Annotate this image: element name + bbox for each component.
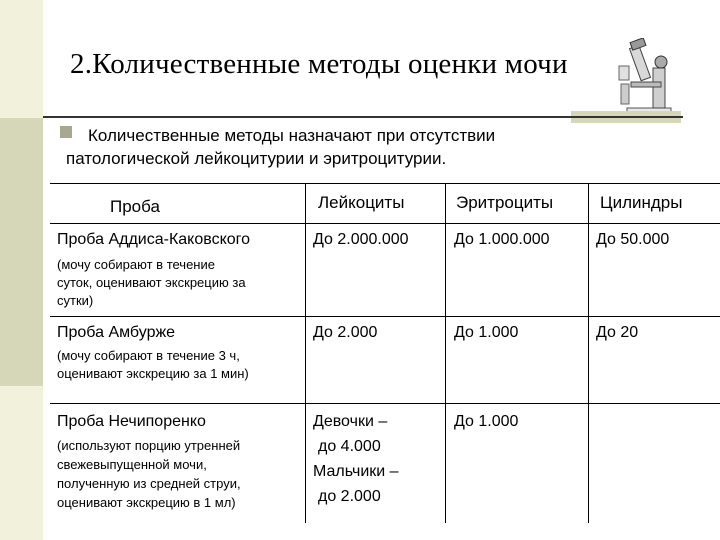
bullet-line-1: Количественные методы назначают при отсутствии — [88, 126, 496, 145]
table-row-divider — [50, 316, 720, 317]
slide-title: 2.Количественные методы оценки мочи — [70, 48, 568, 80]
row1-cylinders: До 50.000 — [596, 231, 670, 248]
row1-note-line: суток, оценивают экскрецию за — [57, 275, 246, 290]
table-column-divider — [445, 183, 446, 523]
row1-note-line: (мочу собирают в течение — [57, 257, 215, 272]
row2-erythrocytes: До 1.000 — [454, 324, 519, 341]
row2-leukocytes: До 2.000 — [313, 324, 378, 341]
bullet-paragraph — [66, 124, 666, 170]
row2-name: Проба Амбурже — [57, 324, 176, 341]
row3-leukocytes-line: до 4.000 — [318, 438, 381, 455]
row3-leukocytes-line: Девочки – — [313, 413, 388, 430]
row3-note-line: свежевыпущенной мочи, — [57, 457, 207, 472]
row3-name: Проба Нечипоренко — [57, 413, 206, 430]
table-border-top — [50, 183, 720, 184]
row1-note-line: сутки) — [57, 293, 94, 308]
row3-erythrocytes: До 1.000 — [454, 413, 519, 430]
table-row-divider — [50, 223, 720, 224]
left-decor-accent — [0, 118, 43, 386]
table-column-divider — [588, 183, 589, 523]
header-erythrocytes: Эритроциты — [456, 193, 554, 212]
row2-note-line: оценивают экскрецию за 1 мин) — [57, 366, 249, 381]
table-column-divider — [305, 183, 306, 523]
row2-note-line: (мочу собирают в течение 3 ч, — [57, 348, 240, 363]
row1-leukocytes: До 2.000.000 — [313, 231, 409, 248]
row1-name: Проба Аддиса-Каковского — [57, 231, 251, 248]
header-leukocytes: Лейкоциты — [318, 193, 405, 212]
table-row-divider — [50, 403, 720, 404]
bullet-line-2: патологической лейкоцитурии и эритроцитурии. — [66, 149, 447, 168]
row2-cylinders: До 20 — [596, 324, 639, 341]
row3-note-line: (используют порцию утренней — [57, 438, 241, 453]
header-proba: Проба — [110, 197, 160, 216]
microscope-icon — [617, 38, 677, 118]
row3-leukocytes-line: до 2.000 — [318, 488, 381, 505]
row3-leukocytes-line: Мальчики – — [313, 463, 399, 480]
row3-note-line: оценивают экскрецию в 1 мл) — [57, 495, 236, 510]
row3-note-line: полученную из средней струи, — [57, 476, 241, 491]
header-cylinders: Цилиндры — [600, 193, 683, 212]
row1-erythrocytes: До 1.000.000 — [454, 231, 550, 248]
title-rule — [43, 116, 683, 118]
